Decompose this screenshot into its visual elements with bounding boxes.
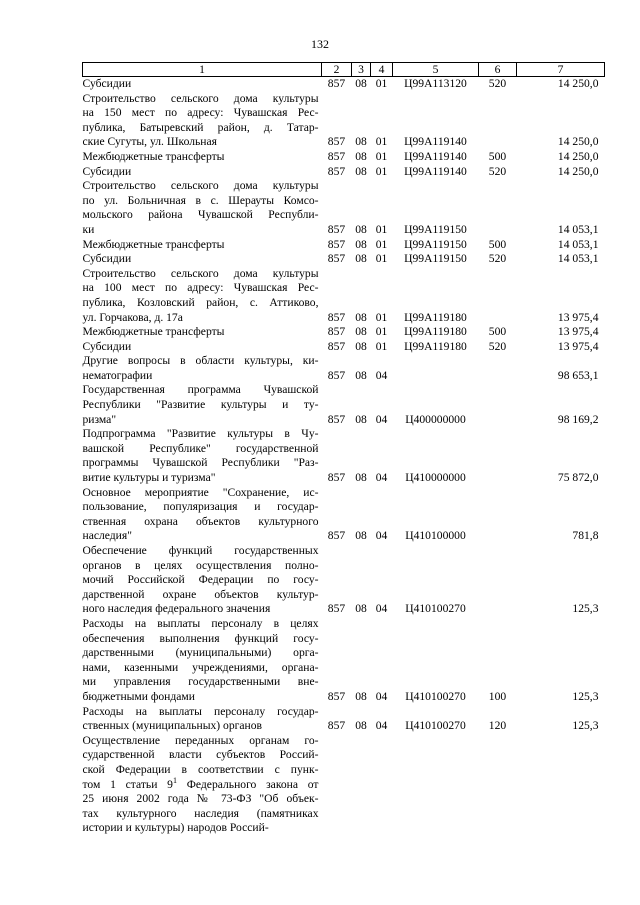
table-row — [83, 325, 605, 340]
row-expense-type: 520 — [488, 77, 507, 90]
table-row — [83, 267, 605, 325]
row-amount: 781,8 — [572, 529, 599, 543]
row-name: Расходы на выплаты персоналу в целях обеспечения выполнения функций госу- дарственными (муниципальными) орга- нами, казенными учреждениями, органа- ми управления государственными вне- бюджетными фондами — [82, 616, 319, 703]
row-target-article: Ц400000000 — [405, 412, 466, 426]
row-amount: 125,3 — [572, 602, 599, 616]
row-subsection: 01 — [375, 135, 388, 149]
row-amount: 14 053,1 — [557, 237, 599, 251]
table-body — [83, 77, 605, 836]
row-subsection: 01 — [375, 252, 388, 266]
row-section — [352, 734, 371, 836]
row-expense-type: 500 — [488, 237, 507, 251]
table-row — [83, 734, 605, 836]
row-ministry-code: 857 — [327, 529, 346, 543]
table-row — [83, 252, 605, 267]
row-section: 08 — [355, 602, 367, 616]
row-section: 08 — [355, 339, 367, 353]
row-section: 08 — [355, 412, 367, 426]
row-amount: 13 975,4 — [557, 325, 599, 339]
row-expense-type: 500 — [488, 149, 507, 163]
table-row — [83, 238, 605, 253]
row-ministry-code: 857 — [327, 325, 346, 339]
row-ministry-code: 857 — [327, 77, 346, 90]
row-amount: 125,3 — [572, 719, 599, 733]
row-expense-type: 520 — [488, 252, 507, 266]
row-section: 08 — [355, 310, 367, 324]
budget-table — [82, 62, 605, 836]
row-name: Строительство сельского дома культуры на 150 мест по адресу: Чувашская Рес- публика, Батыревский район, д. Татар- ские Сугуты, ул. Школьная — [82, 91, 319, 149]
row-name: Обеспечение функций государственных органов в целях осуществления полно- мочий Российской Федерации по госу- дарственной охране объектов культур- ного наследия федерального значения — [82, 544, 319, 616]
row-target-article: Ц99А119150 — [404, 252, 467, 266]
header-col-3: 3 — [352, 63, 371, 77]
row-name: Субсидии — [82, 252, 132, 266]
row-target-article: Ц410100000 — [405, 529, 466, 543]
row-section: 08 — [355, 77, 367, 90]
row-name: Основное мероприятие "Сохранение, ис- пользование, популяризация и государ- ственная охрана объектов культурного наследия" — [82, 485, 319, 543]
row-ministry-code: 857 — [327, 164, 346, 178]
row-amount: 75 872,0 — [557, 471, 599, 485]
row-expense-type — [479, 179, 517, 237]
table-row — [83, 383, 605, 427]
row-target-article: Ц410100270 — [405, 689, 466, 703]
row-expense-type — [479, 544, 517, 617]
header-col-2: 2 — [322, 63, 352, 77]
row-name: Осуществление переданных органам го- сударственной власти субъектов Россий- ской Федерации в соответствии с пунк- том 1 статьи $9^1$ Федерального закона от 25 июня 2002 года № 73-ФЗ "Об объек- тах культурного наследия (памятниках истории и культуры) народов Россий- — [82, 733, 319, 835]
row-amount: 14 250,0 — [557, 135, 599, 149]
table-row — [83, 544, 605, 617]
row-name: Государственная программа Чувашской Республики "Развитие культуры и ту- ризма" — [82, 383, 319, 426]
row-subsection: 04 — [375, 602, 388, 616]
row-subsection: 04 — [375, 529, 388, 543]
row-expense-type: 520 — [488, 339, 507, 353]
row-expense-type — [479, 354, 517, 383]
row-target-article: Ц99А119180 — [404, 325, 467, 339]
row-name: Подпрограмма "Развитие культуры в Чу- вашской Республике" государственной программы Чувашской Республики "Раз- витие культуры и туризма" — [82, 427, 319, 485]
row-expense-type — [479, 383, 517, 427]
row-section: 08 — [355, 149, 367, 163]
row-expense-type — [479, 734, 517, 836]
row-section: 08 — [355, 135, 367, 149]
row-expense-type — [479, 486, 517, 544]
row-ministry-code: 857 — [327, 237, 346, 251]
row-expense-type — [479, 92, 517, 150]
row-section: 08 — [355, 237, 367, 251]
table-row — [83, 179, 605, 237]
row-amount: 14 053,1 — [557, 222, 599, 236]
row-amount — [517, 734, 605, 836]
row-ministry-code — [322, 734, 352, 836]
row-target-article: Ц410100270 — [405, 719, 466, 733]
row-amount: 14 250,0 — [557, 77, 599, 90]
row-ministry-code: 857 — [327, 135, 346, 149]
table-row — [83, 617, 605, 705]
table-row — [83, 427, 605, 485]
row-amount: 98 169,2 — [557, 412, 599, 426]
row-amount: 98 653,1 — [557, 368, 599, 382]
row-ministry-code: 857 — [327, 719, 346, 733]
table-row — [83, 150, 605, 165]
row-target-article — [393, 354, 479, 383]
row-expense-type: 120 — [488, 719, 507, 733]
row-subsection: 01 — [375, 310, 388, 324]
row-ministry-code: 857 — [327, 471, 346, 485]
row-target-article: Ц410000000 — [405, 471, 466, 485]
row-section: 08 — [355, 471, 367, 485]
table-row — [83, 340, 605, 355]
row-section: 08 — [355, 368, 367, 382]
row-target-article: Ц99А119180 — [404, 339, 467, 353]
row-subsection: 01 — [375, 339, 388, 353]
header-col-6: 6 — [479, 63, 517, 77]
row-ministry-code: 857 — [327, 339, 346, 353]
row-name: Межбюджетные трансферты — [82, 325, 225, 339]
row-expense-type — [479, 427, 517, 485]
row-ministry-code: 857 — [327, 602, 346, 616]
row-target-article: Ц410100270 — [405, 602, 466, 616]
row-subsection: 01 — [375, 237, 388, 251]
table-row — [83, 354, 605, 383]
row-target-article: Ц99А113120 — [404, 77, 467, 90]
header-col-5: 5 — [393, 63, 479, 77]
row-target-article: Ц99А119140 — [404, 135, 467, 149]
row-section: 08 — [355, 689, 367, 703]
page-number: 132 — [311, 37, 329, 51]
row-name: Субсидии — [82, 77, 132, 90]
row-subsection: 04 — [375, 368, 388, 382]
table-row — [83, 486, 605, 544]
row-subsection: 04 — [375, 689, 388, 703]
row-ministry-code: 857 — [327, 689, 346, 703]
row-name: Строительство сельского дома культуры на 100 мест по адресу: Чувашская Рес- публика, Козловский район, с. Аттиково, ул. Горчакова, д. 17а — [82, 266, 319, 324]
row-name: Субсидии — [82, 339, 132, 353]
row-subsection: 04 — [375, 719, 388, 733]
table-row — [83, 705, 605, 734]
table-row — [83, 92, 605, 150]
row-target-article: Ц99А119150 — [404, 222, 467, 236]
row-ministry-code: 857 — [327, 412, 346, 426]
row-section: 08 — [355, 529, 367, 543]
row-target-article: Ц99А119140 — [404, 149, 467, 163]
header-col-4: 4 — [371, 63, 393, 77]
row-section: 08 — [355, 325, 367, 339]
row-subsection: 01 — [375, 325, 388, 339]
row-expense-type: 520 — [488, 164, 507, 178]
row-subsection: 01 — [375, 164, 388, 178]
header-col-1: 1 — [83, 63, 322, 77]
row-section: 08 — [355, 252, 367, 266]
row-name: Межбюджетные трансферты — [82, 237, 225, 251]
row-expense-type — [479, 267, 517, 325]
table-header-row — [83, 63, 605, 77]
row-subsection: 04 — [375, 412, 388, 426]
row-amount: 14 250,0 — [557, 164, 599, 178]
row-target-article — [393, 734, 479, 836]
row-section: 08 — [355, 222, 367, 236]
row-subsection: 01 — [375, 77, 388, 90]
row-amount: 13 975,4 — [557, 310, 599, 324]
row-name: Расходы на выплаты персоналу государ- ственных (муниципальных) органов — [82, 704, 319, 733]
row-target-article: Ц99А119140 — [404, 164, 467, 178]
row-expense-type: 100 — [488, 689, 507, 703]
row-ministry-code: 857 — [327, 149, 346, 163]
row-name: Субсидии — [82, 164, 132, 178]
row-amount: 125,3 — [572, 689, 599, 703]
row-target-article: Ц99А119180 — [404, 310, 467, 324]
row-ministry-code: 857 — [327, 222, 346, 236]
row-subsection: 01 — [375, 222, 388, 236]
row-subsection: 01 — [375, 149, 388, 163]
row-name: Межбюджетные трансферты — [82, 149, 225, 163]
row-target-article: Ц99А119150 — [404, 237, 467, 251]
row-ministry-code: 857 — [327, 368, 346, 382]
row-name: Строительство сельского дома культуры по ул. Больничная в с. Шерауты Комсо- мольского района Чувашской Республи- ки — [82, 179, 319, 236]
row-subsection: 04 — [375, 471, 388, 485]
row-section: 08 — [355, 164, 367, 178]
row-name: Другие вопросы в области культуры, ки- нематографии — [82, 354, 319, 382]
row-amount: 13 975,4 — [557, 339, 599, 353]
row-expense-type: 500 — [488, 325, 507, 339]
row-subsection — [371, 734, 393, 836]
row-ministry-code: 857 — [327, 252, 346, 266]
table-row — [83, 77, 605, 92]
table-row — [83, 165, 605, 180]
header-col-7: 7 — [517, 63, 605, 77]
row-amount: 14 250,0 — [557, 149, 599, 163]
row-section: 08 — [355, 719, 367, 733]
row-ministry-code: 857 — [327, 310, 346, 324]
row-amount: 14 053,1 — [557, 252, 599, 266]
